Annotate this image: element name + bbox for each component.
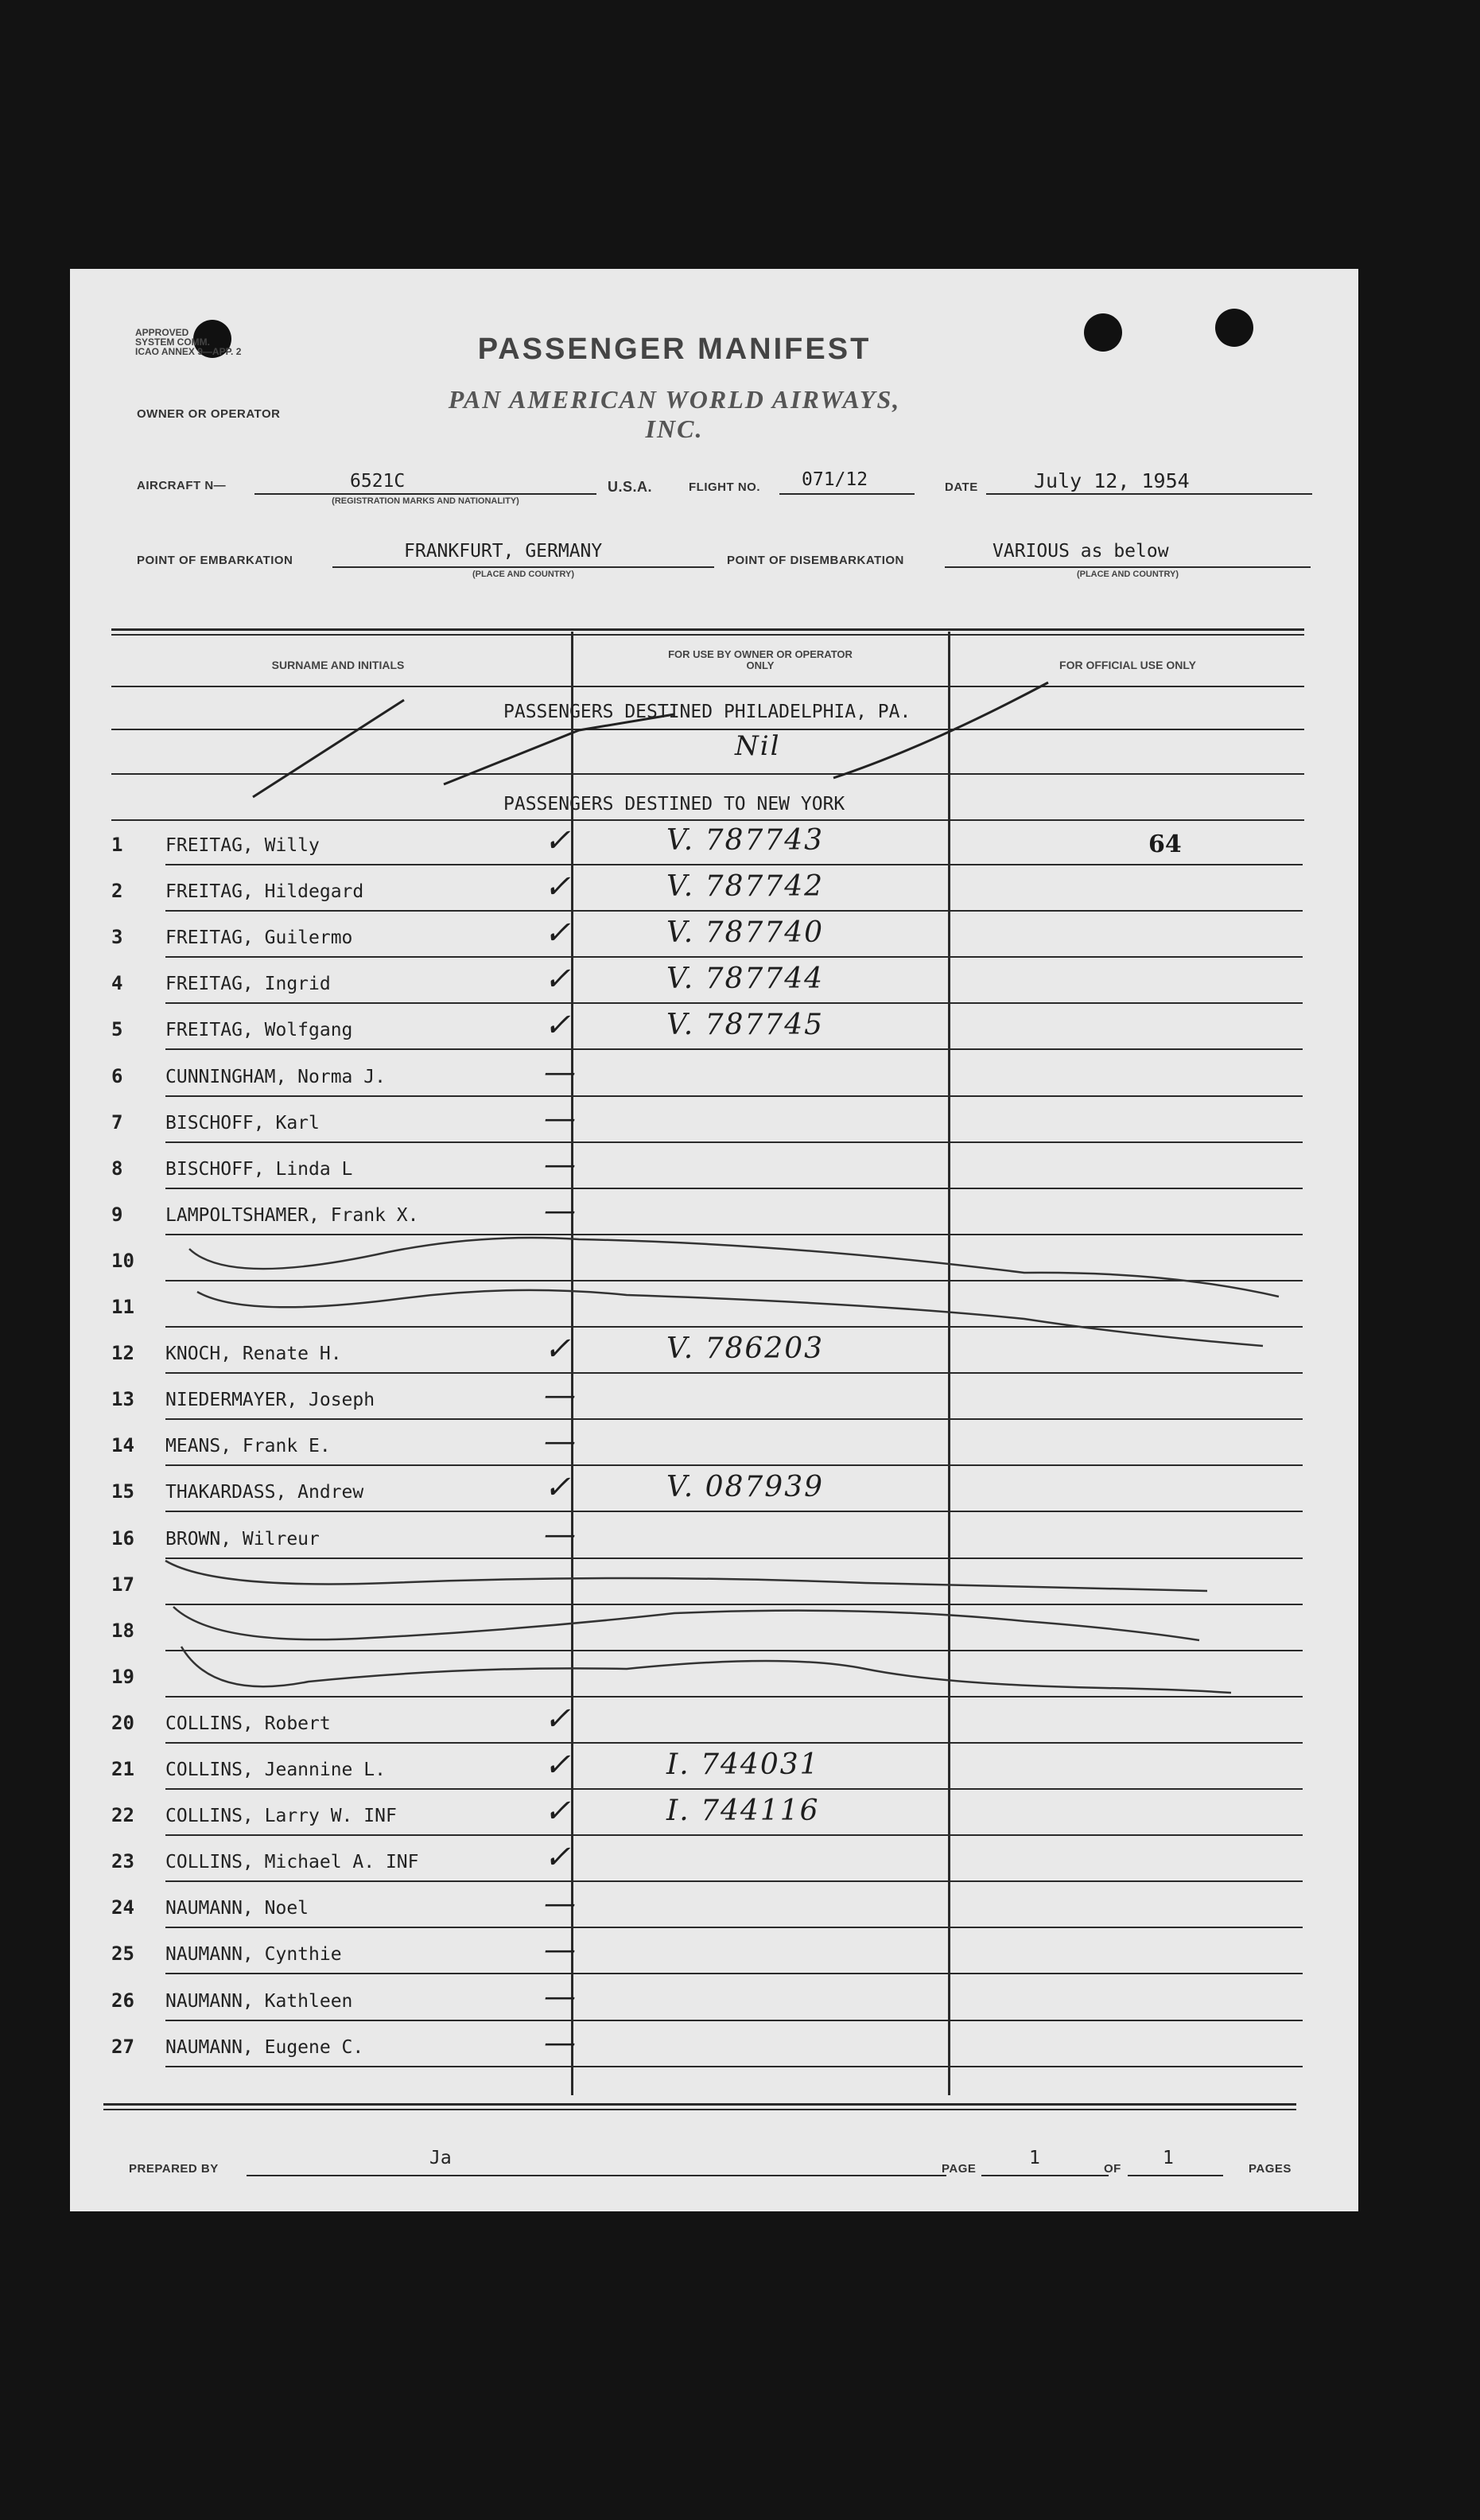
owner-check-mark: ✓ bbox=[544, 1839, 573, 1876]
passenger-name: COLLINS, Larry W. INF bbox=[165, 1806, 397, 1827]
passenger-name: FREITAG, Wolfgang bbox=[165, 1020, 353, 1041]
passenger-name: BROWN, Wilreur bbox=[165, 1528, 320, 1550]
disembarkation-value: VARIOUS as below bbox=[992, 541, 1169, 562]
passenger-name: NAUMANN, Cynthie bbox=[165, 1944, 342, 1966]
stamp-line: SYSTEM COMM. bbox=[135, 336, 211, 348]
owner-check-mark: ✓ bbox=[544, 1747, 573, 1783]
philadelphia-note: Nil bbox=[735, 730, 781, 762]
visa-number: V. 787745 bbox=[666, 1009, 825, 1042]
passenger-name: THAKARDASS, Andrew bbox=[165, 1482, 364, 1503]
passenger-name: COLLINS, Robert bbox=[165, 1713, 331, 1734]
passenger-name: FREITAG, Hildegard bbox=[165, 881, 364, 903]
row-number: 5 bbox=[111, 1018, 123, 1041]
row-number: 26 bbox=[111, 1989, 134, 2012]
philadelphia-heading: PASSENGERS DESTINED PHILADELPHIA, PA. bbox=[503, 702, 911, 722]
page-underline bbox=[981, 2175, 1109, 2176]
airline-name: PAN AMERICAN WORLD AIRWAYS, INC. bbox=[448, 385, 901, 443]
row-number: 7 bbox=[111, 1110, 123, 1134]
owner-check-mark: ✓ bbox=[544, 1331, 573, 1368]
blank-row-strikes bbox=[70, 269, 1358, 2211]
strike-stroke bbox=[165, 1561, 1207, 1591]
prepared-by-value: Ja bbox=[429, 2148, 452, 2168]
row-number: 1 bbox=[111, 834, 123, 856]
row-number: 2 bbox=[111, 880, 123, 903]
passenger-name: FREITAG, Ingrid bbox=[165, 974, 331, 995]
visa-number: V. 786203 bbox=[666, 1332, 825, 1366]
aircraft-number: 6521C bbox=[350, 471, 406, 492]
passenger-name: FREITAG, Willy bbox=[165, 835, 320, 856]
row-number: 11 bbox=[111, 1296, 134, 1318]
aircraft-label: AIRCRAFT N— bbox=[137, 479, 227, 492]
passenger-name: MEANS, Frank E. bbox=[165, 1436, 331, 1457]
stamp-line: ICAO ANNEX 9—APP. 2 bbox=[135, 346, 242, 357]
visa-number: V. 787742 bbox=[666, 870, 825, 904]
passenger-name: KNOCH, Renate H. bbox=[165, 1344, 342, 1365]
owner-check-mark: — bbox=[544, 1423, 577, 1460]
row-number: 14 bbox=[111, 1434, 134, 1457]
owner-check-mark: ✓ bbox=[544, 1469, 573, 1507]
manifest-sheet bbox=[70, 269, 1358, 2211]
owner-check-mark: ✓ bbox=[544, 869, 573, 906]
embarkation-caption: (PLACE AND COUNTRY) bbox=[472, 570, 575, 579]
owner-check-mark: — bbox=[544, 1931, 577, 1969]
of-underline bbox=[1128, 2175, 1223, 2176]
owner-check-mark: — bbox=[544, 1099, 577, 1137]
visa-number: V. 787740 bbox=[666, 916, 825, 950]
disembarkation-label: POINT OF DISEMBARKATION bbox=[727, 554, 904, 567]
row-number: 18 bbox=[111, 1619, 134, 1642]
owner-check-mark: ✓ bbox=[544, 822, 573, 859]
owner-check-mark: ✓ bbox=[544, 915, 573, 952]
passenger-name: NAUMANN, Noel bbox=[165, 1898, 309, 1919]
registration-caption: (REGISTRATION MARKS AND NATIONALITY) bbox=[332, 496, 519, 506]
owner-operator-label: OWNER OR OPERATOR bbox=[137, 407, 281, 421]
owner-check-mark: — bbox=[544, 1978, 577, 2015]
embarkation-label: POINT OF EMBARKATION bbox=[137, 554, 293, 567]
row-number: 19 bbox=[111, 1665, 134, 1688]
pages-label: PAGES bbox=[1249, 2162, 1292, 2176]
strike-stroke bbox=[181, 1647, 1231, 1693]
embarkation-value: FRANKFURT, GERMANY bbox=[404, 541, 603, 562]
page-number: 1 bbox=[1029, 2148, 1040, 2168]
official-use-column-header: FOR OFFICIAL USE ONLY bbox=[1059, 659, 1196, 671]
prepared-by-underline bbox=[247, 2175, 946, 2176]
row-number: 12 bbox=[111, 1342, 134, 1365]
passenger-name: LAMPOLTSHAMER, Frank X. bbox=[165, 1204, 419, 1226]
row-number: 9 bbox=[111, 1203, 123, 1226]
row-number: 8 bbox=[111, 1157, 123, 1180]
row-number: 10 bbox=[111, 1249, 134, 1272]
passenger-name: FREITAG, Guilermo bbox=[165, 928, 353, 949]
passenger-name: BISCHOFF, Linda L bbox=[165, 1158, 353, 1180]
new-york-heading: PASSENGERS DESTINED TO NEW YORK bbox=[503, 794, 845, 815]
page-label: PAGE bbox=[942, 2162, 977, 2176]
form-title: PASSENGER MANIFEST bbox=[477, 332, 872, 366]
row-number: 3 bbox=[111, 926, 123, 949]
flight-number: 071/12 bbox=[802, 469, 868, 490]
nationality: U.S.A. bbox=[608, 479, 653, 495]
row-number: 6 bbox=[111, 1064, 123, 1087]
row-number: 15 bbox=[111, 1480, 134, 1503]
total-pages: 1 bbox=[1163, 2148, 1174, 2168]
owner-check-mark: ✓ bbox=[544, 1793, 573, 1830]
row-number: 22 bbox=[111, 1804, 134, 1827]
owner-check-mark: — bbox=[544, 2024, 577, 2061]
disembarkation-caption: (PLACE AND COUNTRY) bbox=[1076, 570, 1179, 579]
row-number: 13 bbox=[111, 1388, 134, 1411]
owner-check-mark: — bbox=[544, 1192, 577, 1229]
visa-number: V. 787744 bbox=[666, 962, 825, 996]
row-number: 21 bbox=[111, 1758, 134, 1780]
flight-label: FLIGHT NO. bbox=[689, 480, 760, 494]
passenger-name: COLLINS, Michael A. INF bbox=[165, 1852, 419, 1873]
owner-check-mark: — bbox=[544, 1053, 577, 1091]
strike-stroke bbox=[197, 1290, 1263, 1346]
passenger-name: NAUMANN, Kathleen bbox=[165, 1990, 353, 2012]
passenger-name: COLLINS, Jeannine L. bbox=[165, 1760, 386, 1780]
owner-check-mark: — bbox=[544, 1515, 577, 1553]
owner-check-mark: ✓ bbox=[544, 961, 573, 998]
visa-number: V. 087939 bbox=[666, 1471, 825, 1504]
visa-number: V. 787743 bbox=[666, 824, 825, 857]
official-use-entry: 64 bbox=[1148, 830, 1182, 858]
row-number: 4 bbox=[111, 972, 123, 995]
row-number: 27 bbox=[111, 2035, 134, 2058]
row-number: 17 bbox=[111, 1573, 134, 1596]
passenger-name: NIEDERMAYER, Joseph bbox=[165, 1390, 375, 1411]
visa-number: I. 744116 bbox=[666, 1795, 820, 1828]
row-number: 25 bbox=[111, 1942, 134, 1966]
owner-check-mark: ✓ bbox=[544, 1700, 573, 1737]
owner-check-mark: ✓ bbox=[544, 1007, 573, 1044]
owner-use-column-header: FOR USE BY OWNER OR OPERATOR ONLY bbox=[668, 648, 853, 671]
stamp-line: APPROVED bbox=[135, 327, 189, 338]
row-number: 16 bbox=[111, 1526, 134, 1550]
date-value: July 12, 1954 bbox=[1034, 469, 1190, 492]
owner-check-mark: — bbox=[544, 1145, 577, 1183]
passenger-name: NAUMANN, Eugene C. bbox=[165, 2036, 364, 2058]
passenger-name: CUNNINGHAM, Norma J. bbox=[165, 1066, 386, 1087]
row-number: 20 bbox=[111, 1711, 134, 1734]
date-label: DATE bbox=[945, 480, 978, 494]
strike-stroke bbox=[173, 1607, 1199, 1640]
visa-number: I. 744031 bbox=[666, 1748, 820, 1781]
passenger-name: BISCHOFF, Karl bbox=[165, 1112, 320, 1134]
strike-stroke bbox=[189, 1238, 1279, 1297]
prepared-by-label: PREPARED BY bbox=[129, 2162, 219, 2176]
of-label: OF bbox=[1104, 2162, 1121, 2176]
row-number: 24 bbox=[111, 1896, 134, 1919]
owner-check-mark: — bbox=[544, 1377, 577, 1414]
owner-check-mark: — bbox=[544, 1885, 577, 1923]
row-number: 23 bbox=[111, 1850, 134, 1873]
surname-column-header: SURNAME AND INITIALS bbox=[271, 659, 405, 671]
